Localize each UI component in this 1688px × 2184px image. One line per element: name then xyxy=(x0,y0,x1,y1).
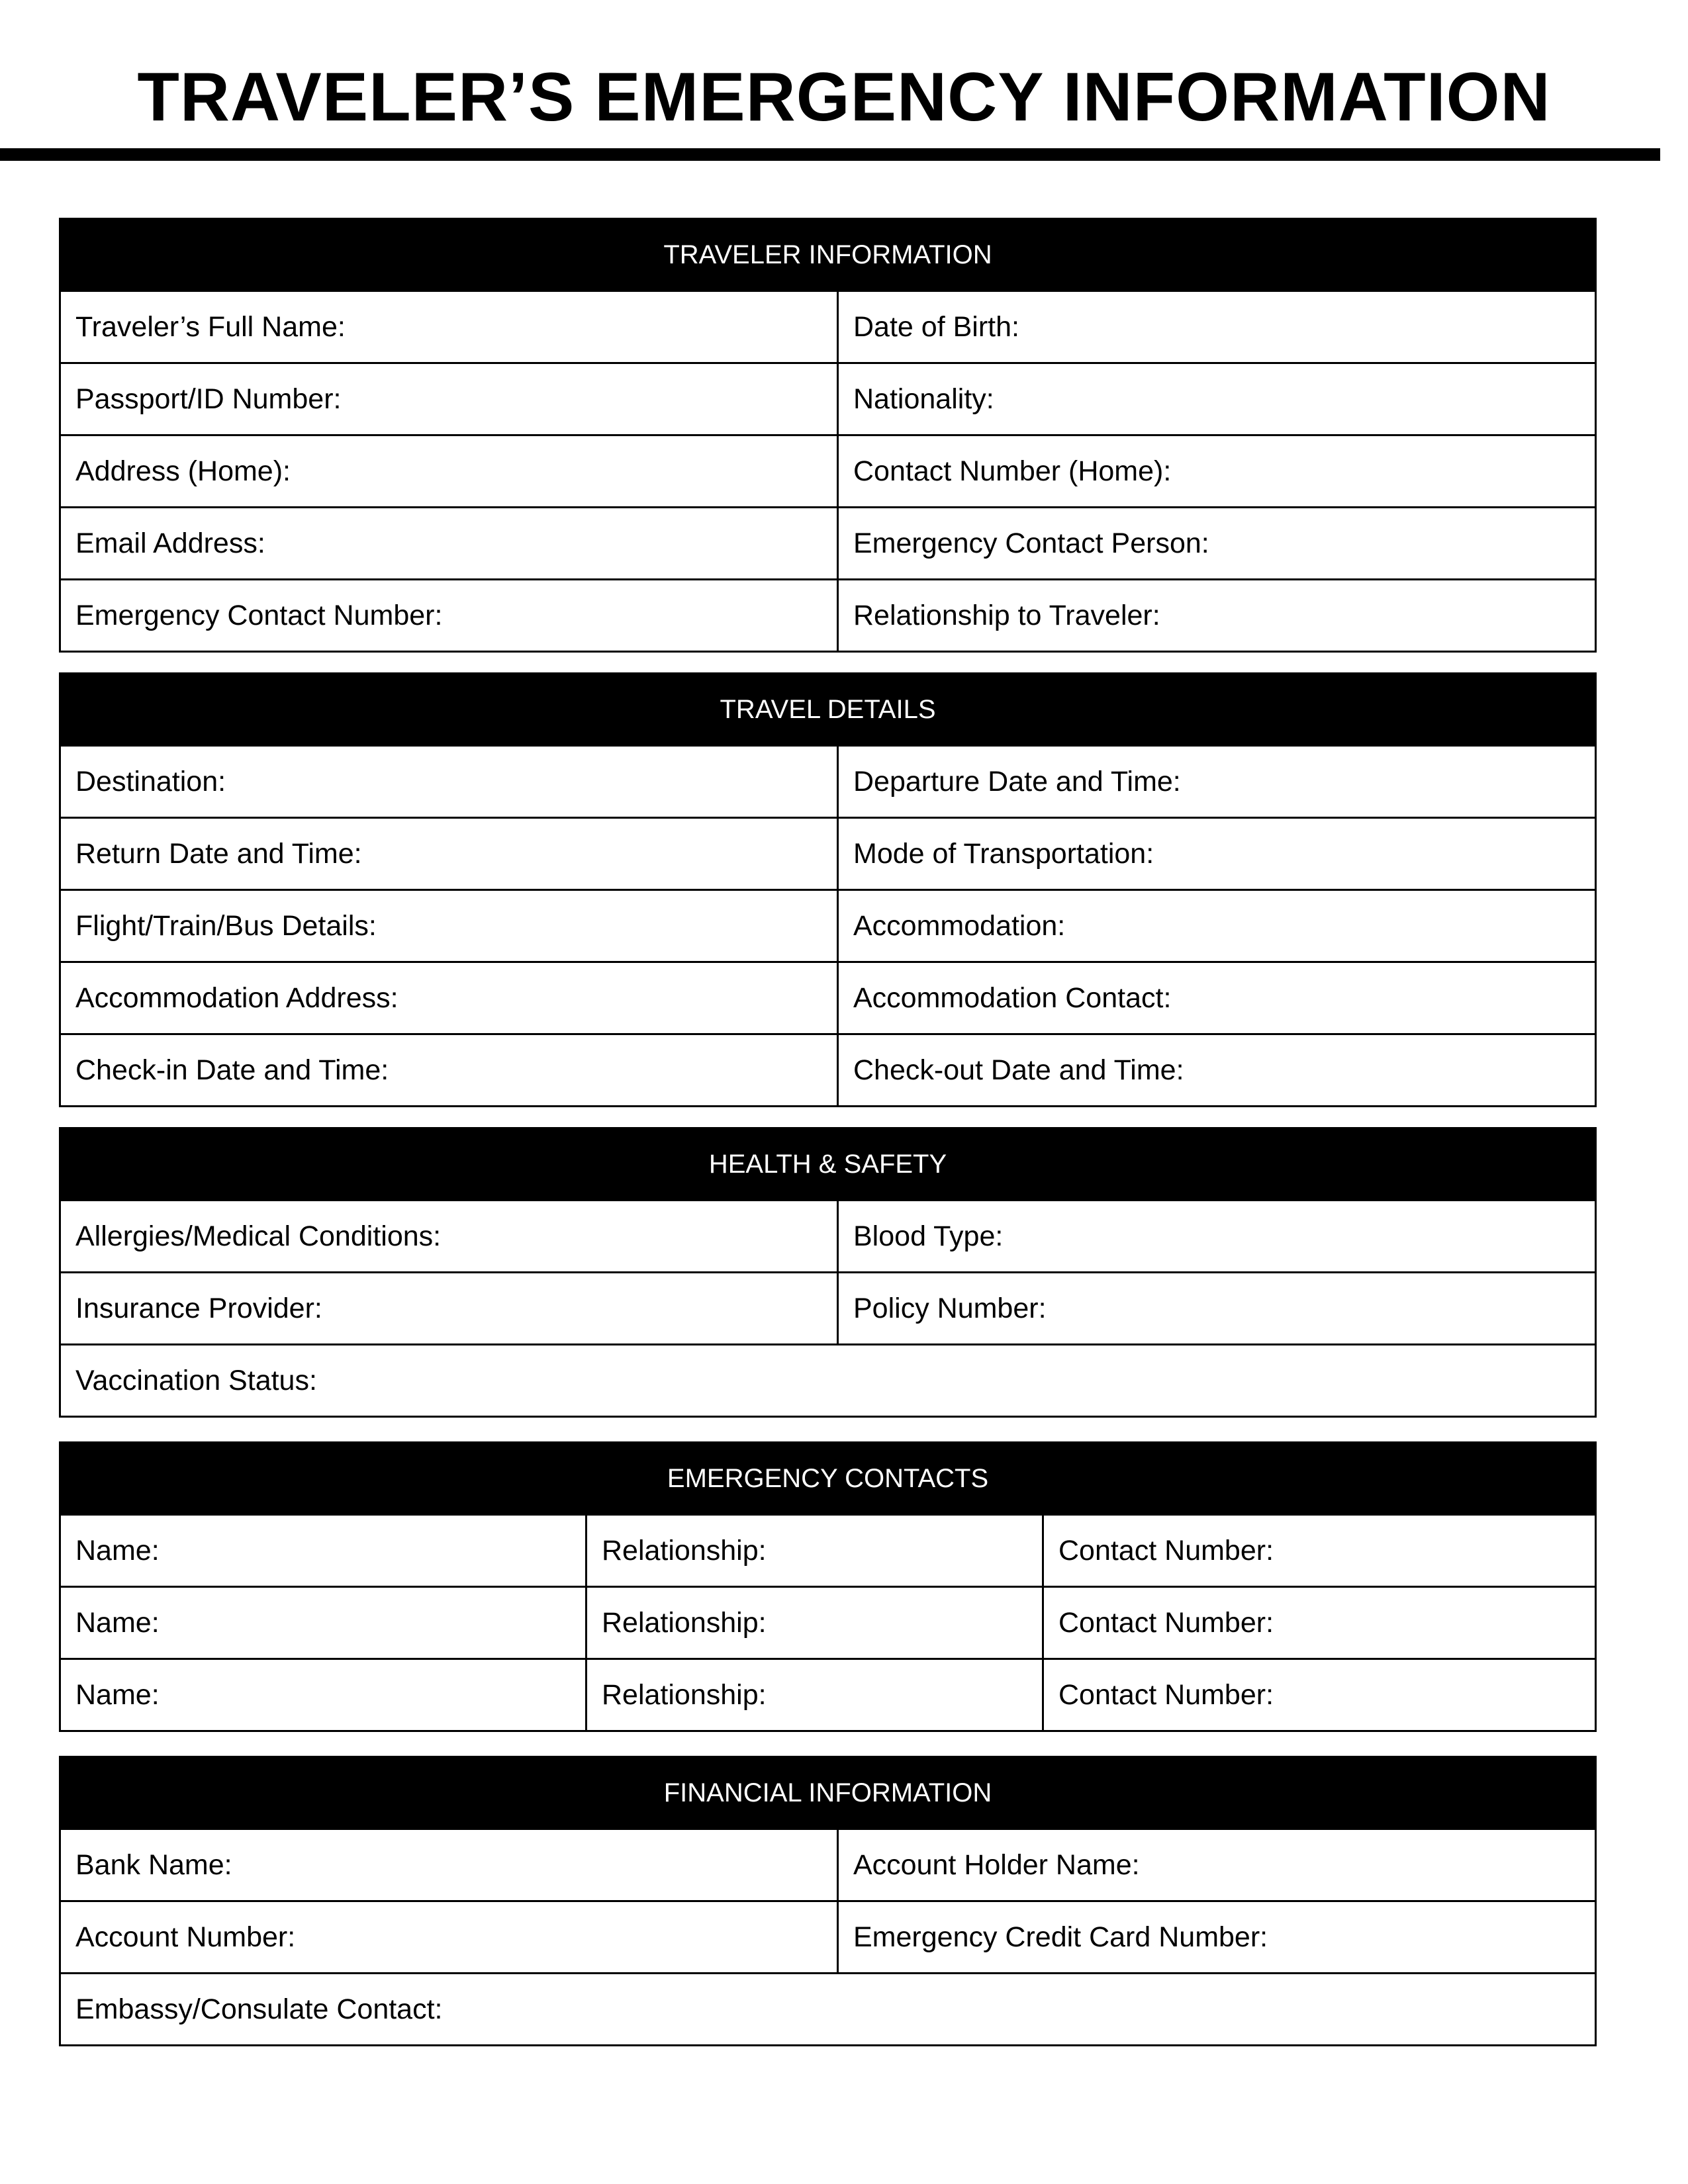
field-accommodation[interactable]: Accommodation: xyxy=(838,890,1596,962)
field-emergency-credit-card-number[interactable]: Emergency Credit Card Number: xyxy=(838,1901,1596,1974)
field-flight-train-bus-details[interactable]: Flight/Train/Bus Details: xyxy=(60,890,838,962)
section-header: FINANCIAL INFORMATION xyxy=(60,1757,1596,1829)
field-policy-number[interactable]: Policy Number: xyxy=(838,1273,1596,1345)
field-full-name[interactable]: Traveler’s Full Name: xyxy=(60,291,838,363)
field-destination[interactable]: Destination: xyxy=(60,746,838,818)
field-contact-relationship[interactable]: Relationship: xyxy=(586,1515,1043,1587)
section-header: EMERGENCY CONTACTS xyxy=(60,1443,1596,1515)
field-check-out-date-time[interactable]: Check-out Date and Time: xyxy=(838,1034,1596,1107)
field-account-number[interactable]: Account Number: xyxy=(60,1901,838,1974)
field-date-of-birth[interactable]: Date of Birth: xyxy=(838,291,1596,363)
section-header: TRAVEL DETAILS xyxy=(60,674,1596,746)
field-blood-type[interactable]: Blood Type: xyxy=(838,1201,1596,1273)
field-embassy-consulate-contact[interactable]: Embassy/Consulate Contact: xyxy=(60,1974,1596,2046)
field-check-in-date-time[interactable]: Check-in Date and Time: xyxy=(60,1034,838,1107)
field-contact-relationship[interactable]: Relationship: xyxy=(586,1659,1043,1731)
section-header: HEALTH & SAFETY xyxy=(60,1128,1596,1201)
field-mode-of-transportation[interactable]: Mode of Transportation: xyxy=(838,818,1596,890)
field-nationality[interactable]: Nationality: xyxy=(838,363,1596,435)
emergency-contacts-table xyxy=(59,1441,1597,1732)
health-safety-table xyxy=(59,1127,1597,1418)
field-contact-number[interactable]: Contact Number: xyxy=(1043,1515,1596,1587)
travel-details-table xyxy=(59,672,1597,1107)
field-accommodation-address[interactable]: Accommodation Address: xyxy=(60,962,838,1034)
field-passport-id[interactable]: Passport/ID Number: xyxy=(60,363,838,435)
field-contact-name[interactable]: Name: xyxy=(60,1515,586,1587)
field-insurance-provider[interactable]: Insurance Provider: xyxy=(60,1273,838,1345)
field-contact-number[interactable]: Contact Number: xyxy=(1043,1587,1596,1659)
section-header: TRAVELER INFORMATION xyxy=(60,219,1596,291)
field-return-date-time[interactable]: Return Date and Time: xyxy=(60,818,838,890)
field-accommodation-contact[interactable]: Accommodation Contact: xyxy=(838,962,1596,1034)
field-contact-name[interactable]: Name: xyxy=(60,1659,586,1731)
financial-information-table xyxy=(59,1756,1597,2046)
field-contact-relationship[interactable]: Relationship: xyxy=(586,1587,1043,1659)
field-vaccination-status[interactable]: Vaccination Status: xyxy=(60,1345,1596,1417)
field-account-holder-name[interactable]: Account Holder Name: xyxy=(838,1829,1596,1901)
field-email-address[interactable]: Email Address: xyxy=(60,508,838,580)
field-relationship-to-traveler[interactable]: Relationship to Traveler: xyxy=(838,580,1596,652)
field-home-contact-number[interactable]: Contact Number (Home): xyxy=(838,435,1596,508)
field-contact-number[interactable]: Contact Number: xyxy=(1043,1659,1596,1731)
field-bank-name[interactable]: Bank Name: xyxy=(60,1829,838,1901)
field-departure-date-time[interactable]: Departure Date and Time: xyxy=(838,746,1596,818)
field-emergency-contact-person[interactable]: Emergency Contact Person: xyxy=(838,508,1596,580)
field-allergies-medical-conditions[interactable]: Allergies/Medical Conditions: xyxy=(60,1201,838,1273)
traveler-information-table xyxy=(59,218,1597,653)
title-divider xyxy=(0,148,1660,161)
field-home-address[interactable]: Address (Home): xyxy=(60,435,838,508)
field-contact-name[interactable]: Name: xyxy=(60,1587,586,1659)
field-emergency-contact-number[interactable]: Emergency Contact Number: xyxy=(60,580,838,652)
page-title: TRAVELER’S EMERGENCY INFORMATION xyxy=(137,59,1551,136)
